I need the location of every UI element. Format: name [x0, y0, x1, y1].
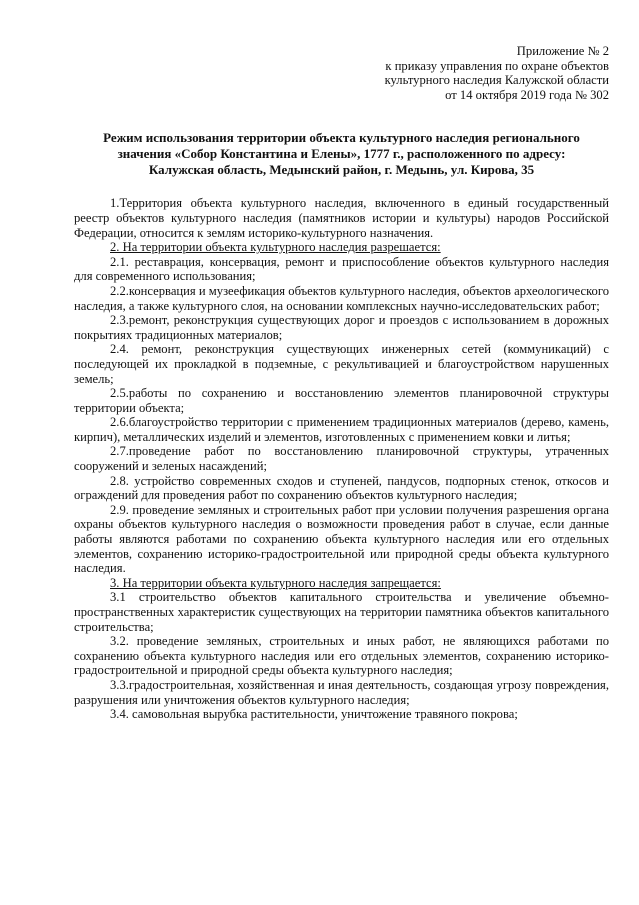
appendix-line: к приказу управления по охране объектов — [385, 58, 609, 73]
title-line: Калужская область, Медынский район, г. Медынь, ул. Кирова, 35 — [148, 162, 535, 178]
paragraph-2-6: 2.6.благоустройство территории с применением традиционных материалов (дерево, камень, кирпич), металлических изделий и элементов, изготовленных с применением ковки и литья; — [74, 415, 609, 444]
appendix-line: Приложение № 2 — [516, 44, 609, 58]
paragraph-1: 1.Территория объекта культурного наследия, включенного в единый государственный реестр объектов культурного наследия (памятников истории и культуры) народов Российской Федерации, относится к землям историко-культурного назначения. — [74, 196, 609, 240]
document-body — [74, 196, 609, 721]
paragraph-3-3: 3.3.градостроительная, хозяйственная и иная деятельность, создающая угрозу повреждения, разрушения или уничтожения объектов культурного наследия; — [74, 677, 609, 707]
paragraph-2-3: 2.3.ремонт, реконструкция существующих дорог и проездов с использованием в дорожных покрытиях традиционных материалов; — [74, 313, 609, 342]
paragraph-3-1: 3.1 строительство объектов капитального строительства и увеличение объемно-пространственных характеристик существующих на территории памятника объектов капитального строительства; — [74, 590, 609, 634]
document-title — [74, 130, 609, 178]
paragraph-2-1: 2.1. реставрация, консервация, ремонт и приспособление объектов культурного наследия для современного использования; — [74, 254, 609, 284]
appendix-header — [74, 44, 609, 102]
paragraph-2-7: 2.7.проведение работ по восстановлению планировочной структуры, утраченных сооружений и зеленых насаждений; — [74, 444, 609, 474]
paragraph-3-heading — [74, 576, 609, 591]
paragraph-3-4: 3.4. самовольная вырубка растительности, уничтожение травяного покрова; — [110, 707, 518, 722]
paragraph-2-9: 2.9. проведение земляных и строительных работ при условии получения разрешения органа охраны объектов культурного наследия о возможности проведения работ в случае, если данные работы являются работами по сохранению объекта культурного наследия или его отдельных элементов, сохранению историко-градостроительной или природной среды объекта культурного наследия. — [74, 502, 609, 576]
paragraph-3-2: 3.2. проведение земляных, строительных и иных работ, не являющихся работами по сохранению объекта культурного наследия или его отдельных элементов, сохранению историко-градостроительной и природной среды объекта культурного наследия; — [74, 634, 609, 678]
appendix-line: культурного наследия Калужской области — [384, 73, 609, 88]
title-line: Режим использования территории объекта культурного наследия регионального — [103, 130, 580, 146]
paragraph-2-8: 2.8. устройство современных сходов и ступеней, пандусов, подпорных стенок, откосов и ограждений для проведения работ по сохранению объектов культурного наследия; — [74, 473, 609, 503]
section-heading: 3. На территории объекта культурного наследия запрещается: — [110, 575, 441, 590]
appendix-line: от 14 октября 2019 года № 302 — [445, 87, 609, 102]
section-heading: 2. На территории объекта культурного наследия разрешается: — [110, 240, 441, 255]
paragraph-2-4: 2.4. ремонт, реконструкция существующих инженерных сетей (коммуникаций) с последующей их прокладкой в подземные, с рекультивацией и благоустройством нарушенных земель; — [74, 342, 609, 386]
paragraph-2-heading — [74, 240, 609, 255]
title-line: значения «Собор Константина и Елены», 1777 г., расположенного по адресу: — [117, 146, 566, 162]
paragraph-2-2: 2.2.консервация и музеефикация объектов культурного наследия, объектов археологического наследия, а также культурного слоя, на основании комплексных научно-исследовательских работ; — [74, 283, 609, 313]
paragraph-2-5: 2.5.работы по сохранению и восстановлению элементов планировочной структуры территории объекта; — [74, 386, 609, 415]
